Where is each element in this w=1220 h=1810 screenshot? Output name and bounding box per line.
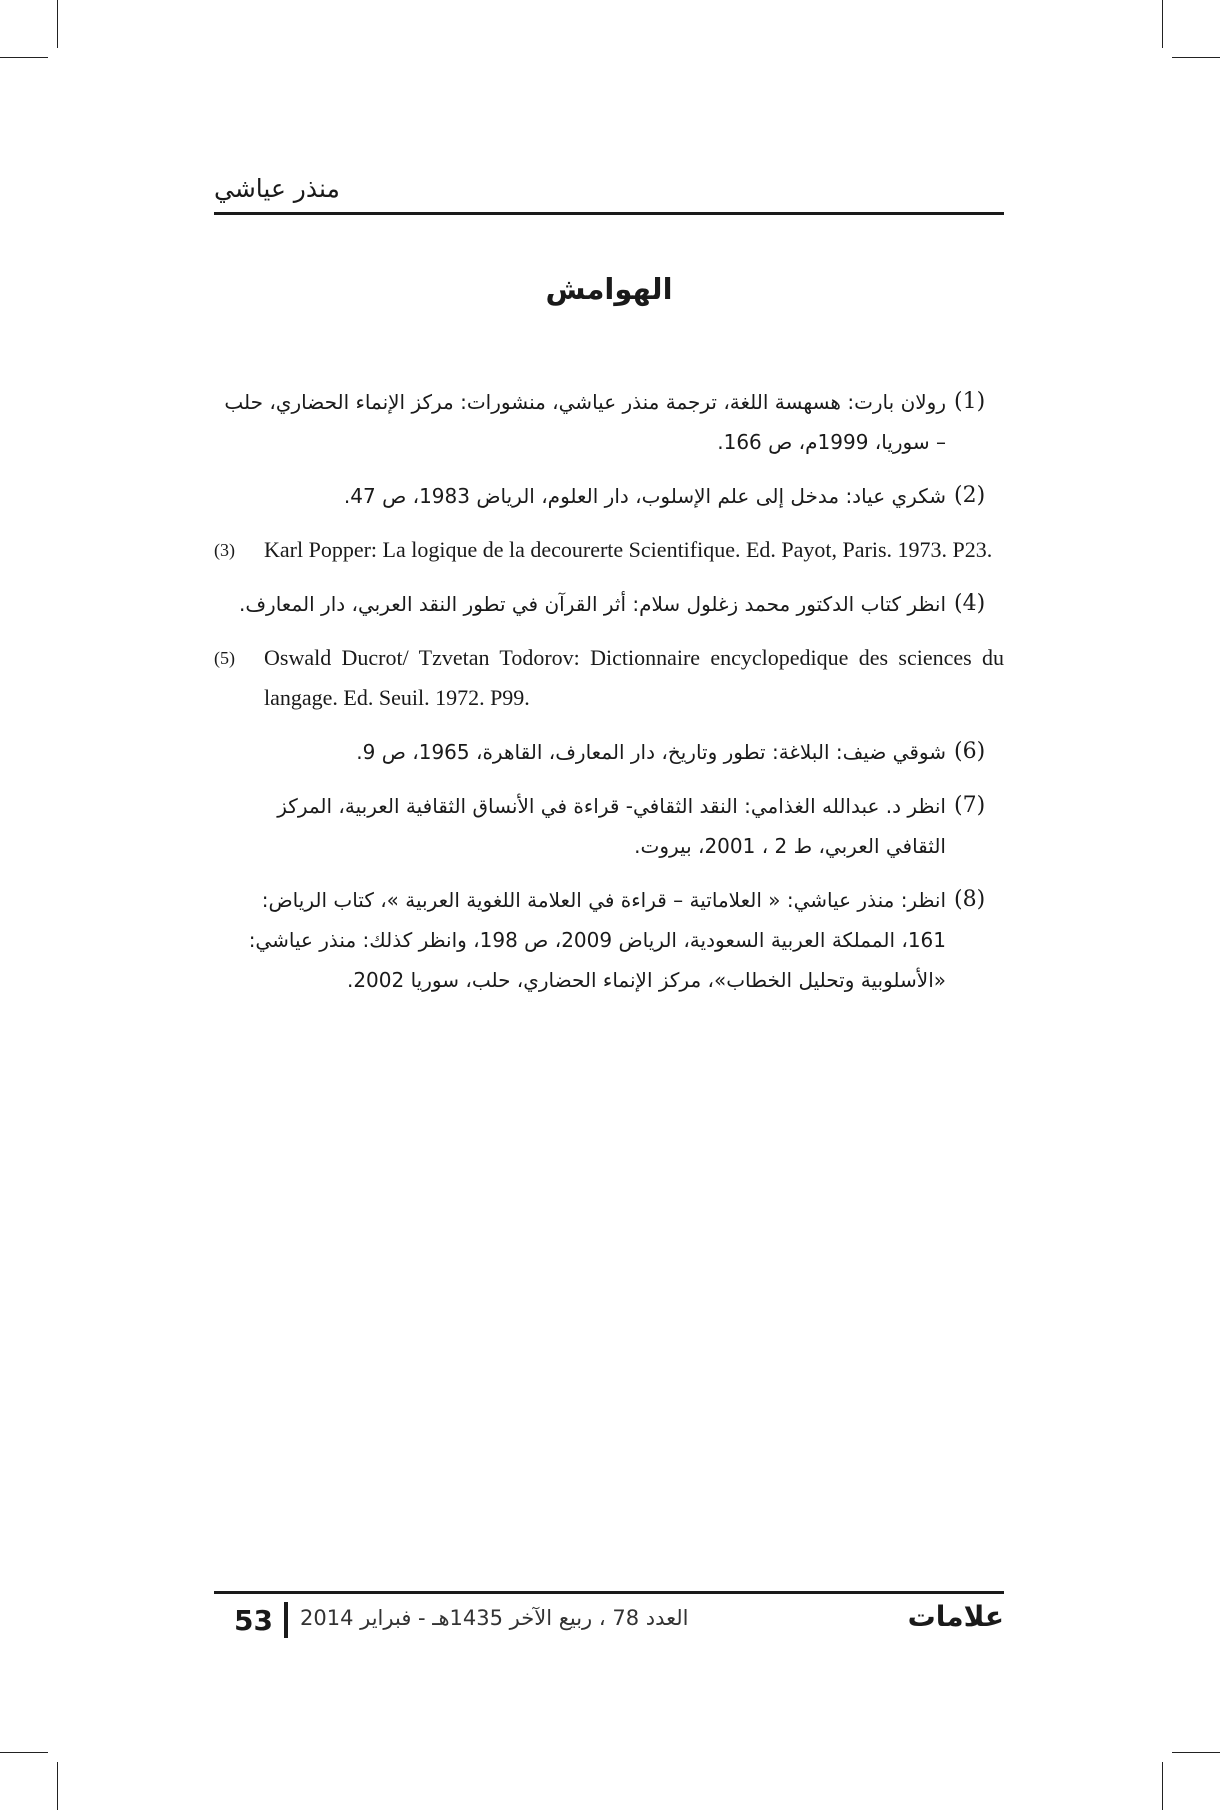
crop-mark [1172, 1752, 1220, 1753]
endnote-number: (6) [954, 739, 986, 764]
endnote-text: رولان بارت: هسهسة اللغة، ترجمة منذر عياشي، منشورات: مركز الإنماء الحضاري، حلب – سوريا، 1999م، ص 166. [224, 390, 946, 454]
endnote-text: شكري عياد: مدخل إلى علم الإسلوب، دار العلوم، الرياض 1983، ص 47. [343, 484, 946, 508]
page-number: 53 [234, 1604, 273, 1637]
endnote [214, 638, 1004, 718]
footer-divider [284, 1602, 288, 1638]
endnote-text: Karl Popper: La logique de la decourerte Scientifique. Ed. Payot, Paris. 1973. P23. [264, 537, 993, 562]
endnote-text: انظر د. عبدالله الغذامي: النقد الثقافي- قراءة في الأنساق الثقافية العربية، المركز الثقافي العربي، ط 2 ، 2001، بيروت. [277, 794, 946, 858]
endnote-text: انظر كتاب الدكتور محمد زغلول سلام: أثر القرآن في تطور النقد العربي، دار المعارف. [238, 592, 946, 616]
endnote-number: (2) [954, 483, 986, 508]
page-header [214, 172, 1004, 215]
page-footer [214, 1591, 1004, 1644]
endnote [214, 382, 1004, 462]
endnote [214, 786, 1004, 866]
crop-mark [57, 1762, 58, 1810]
crop-mark [1162, 0, 1163, 48]
running-head: منذر عياشي [214, 174, 340, 203]
crop-mark [57, 0, 58, 48]
crop-mark [1172, 57, 1220, 58]
endnotes-list [214, 382, 1004, 1014]
endnote-number: (7) [954, 793, 986, 818]
endnote [214, 584, 1004, 624]
crop-mark [1162, 1762, 1163, 1810]
crop-mark [0, 1752, 48, 1753]
endnote [214, 880, 1004, 1000]
endnote [214, 530, 1004, 570]
endnote-text: شوقي ضيف: البلاغة: تطور وتاريخ، دار المعارف، القاهرة، 1965، ص 9. [356, 740, 946, 764]
section-title: الهوامش [545, 272, 673, 306]
issue-info: العدد 78 ، ربيع الآخر 1435هـ - فبراير 2014 [300, 1606, 689, 1630]
endnote-number: (8) [954, 887, 986, 912]
journal-logo: علامات [907, 1600, 1004, 1633]
endnote-number: (3) [214, 540, 235, 560]
endnote-text: انظر: منذر عياشي: « العلاماتية – قراءة في العلامة اللغوية العربية »، كتاب الرياض: 161، المملكة العربية السعودية، الرياض 2009، ص 198، وانظر كذلك: منذر عياشي: «الأسلوبية وتحليل الخطاب»، مركز الإنماء الحضاري، حلب، سوريا 2002. [248, 888, 946, 992]
endnote-number: (1) [954, 389, 986, 414]
endnote [214, 476, 1004, 516]
crop-mark [0, 57, 48, 58]
endnote-text: Oswald Ducrot/ Tzvetan Todorov: Dictionnaire encyclopedique des sciences du langage. Ed. Seuil. 1972. P99. [264, 645, 1004, 710]
endnote-number: (5) [214, 648, 235, 668]
endnote [214, 732, 1004, 772]
endnote-number: (4) [954, 591, 986, 616]
